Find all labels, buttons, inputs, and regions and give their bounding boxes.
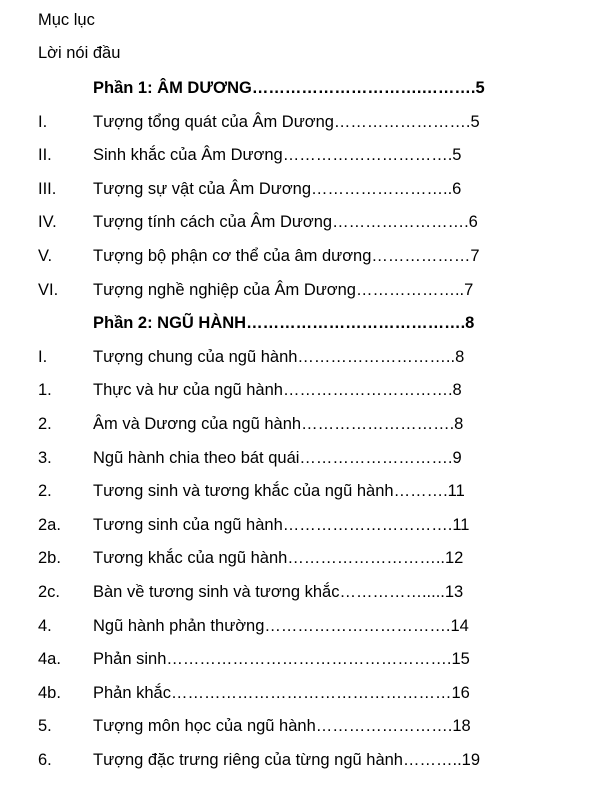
toc-row-text: Tượng tổng quát của Âm Dương…………………….5 <box>93 113 480 131</box>
toc-row <box>0 648 608 670</box>
toc-row-text: Âm và Dương của ngũ hành……………………….8 <box>93 415 464 433</box>
toc-row-number: I. <box>38 113 48 131</box>
toc-row-text: Thực và hư của ngũ hành………………………….8 <box>93 381 462 399</box>
toc-row <box>0 581 608 603</box>
toc-row <box>0 749 608 771</box>
toc-row-number: 2a. <box>38 516 61 534</box>
toc-row-text: Tượng chung của ngũ hành………………………..8 <box>93 348 465 366</box>
toc-row-text: Bàn về tương sinh và tương khắc…………….....13 <box>93 583 464 601</box>
toc-row <box>0 77 608 99</box>
toc-row <box>0 312 608 334</box>
toc-row-number: 4a. <box>38 650 61 668</box>
toc-row <box>0 413 608 435</box>
toc-row <box>0 245 608 267</box>
toc-row-text: Ngũ hành chia theo bát quái……………………….9 <box>93 449 462 467</box>
toc-row-text: Tượng nghề nghiệp của Âm Dương………………..7 <box>93 281 474 299</box>
toc-row-text: Tương sinh của ngũ hành………………………….11 <box>93 516 470 534</box>
toc-row-text: Ngũ hành phản thường…………………………….14 <box>93 617 469 635</box>
toc-row-text: Tượng sự vật của Âm Dương……………………..6 <box>93 180 462 198</box>
toc-row <box>0 111 608 133</box>
toc-row <box>0 480 608 502</box>
toc-row <box>0 514 608 536</box>
toc-row-number: IV. <box>38 213 57 231</box>
toc-part-heading: Phần 1: ÂM DƯƠNG………………………….……….5 <box>93 79 485 97</box>
toc-row-text: Tương khắc của ngũ hành………………………..12 <box>93 549 464 567</box>
toc-row-number: 2c. <box>38 583 61 601</box>
toc-row-number: 4b. <box>38 684 61 702</box>
toc-row-text: Phản khắc……………………………………………16 <box>93 684 470 702</box>
toc-row-text: Tượng môn học của ngũ hành…………………….18 <box>93 717 471 735</box>
toc-part-heading: Phần 2: NGŨ HÀNH………………………………….8 <box>93 314 475 332</box>
toc-row <box>0 178 608 200</box>
toc-row-text: Phản sinh…………………………………………….15 <box>93 650 470 668</box>
toc-row-number: VI. <box>38 281 59 299</box>
toc-title: Mục lục <box>38 11 95 29</box>
toc-row-number: 4. <box>38 617 52 635</box>
toc-row <box>0 547 608 569</box>
toc-row-text: Tượng tính cách của Âm Dương…………………….6 <box>93 213 478 231</box>
toc-row-number: 6. <box>38 751 52 769</box>
toc-row-text: Tượng đặc trưng riêng của từng ngũ hành………..19 <box>93 751 481 769</box>
toc-row <box>0 682 608 704</box>
toc-row-number: 2b. <box>38 549 61 567</box>
toc-row <box>0 279 608 301</box>
toc-row-text: Sinh khắc của Âm Dương………………………….5 <box>93 146 462 164</box>
toc-row-number: I. <box>38 348 48 366</box>
toc-row-number: II. <box>38 146 52 164</box>
toc-row-number: 5. <box>38 717 52 735</box>
toc-row-number: V. <box>38 247 53 265</box>
toc-row-number: 3. <box>38 449 52 467</box>
toc-row <box>0 715 608 737</box>
toc-row <box>0 615 608 637</box>
toc-row <box>0 211 608 233</box>
toc-row <box>0 346 608 368</box>
toc-row-text: Tương sinh và tương khắc của ngũ hành……….11 <box>93 482 465 500</box>
toc-row-text: Tượng bộ phận cơ thể của âm dương………………7 <box>93 247 480 265</box>
toc-row-number: III. <box>38 180 57 198</box>
toc-row-number: 2. <box>38 482 52 500</box>
preface-entry: Lời nói đầu <box>38 44 121 62</box>
toc-row-number: 1. <box>38 381 52 399</box>
toc-row-number: 2. <box>38 415 52 433</box>
toc-row <box>0 447 608 469</box>
toc-row <box>0 144 608 166</box>
toc-row <box>0 379 608 401</box>
